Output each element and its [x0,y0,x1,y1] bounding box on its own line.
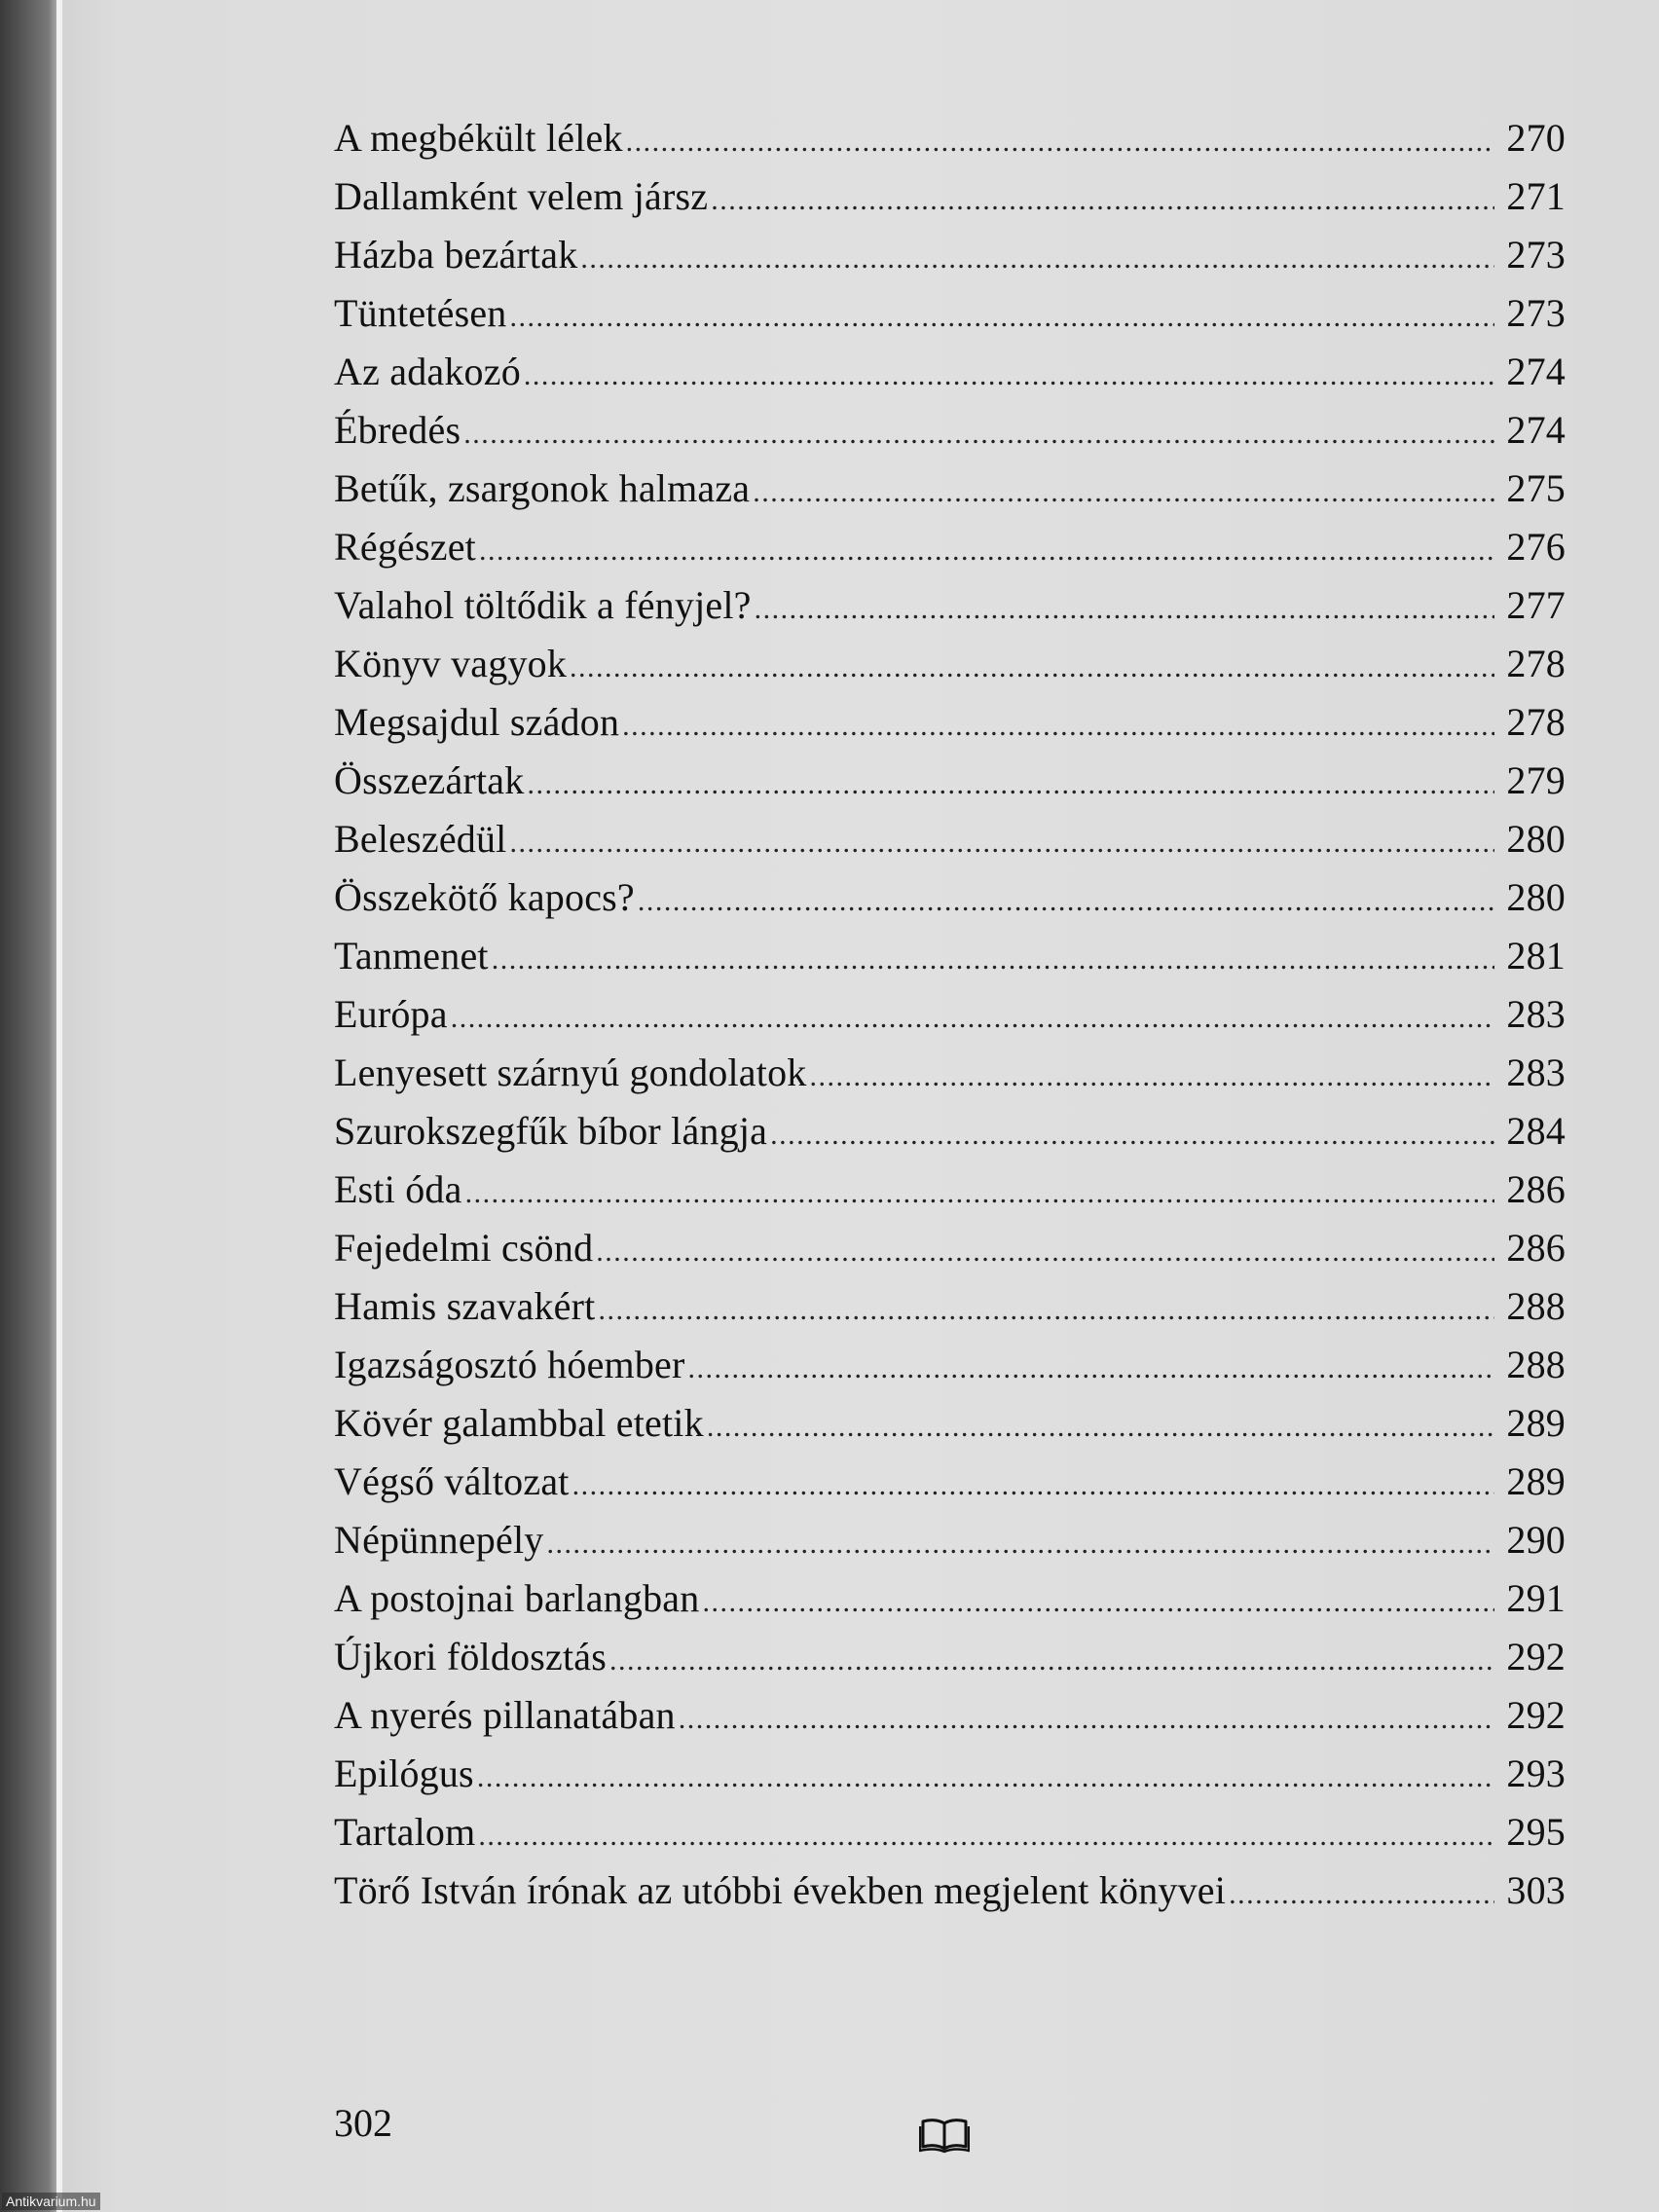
toc-entry-page: 289 [1506,1459,1566,1503]
toc-entry [334,868,1566,927]
dot-leader [753,463,1494,522]
toc-entry [334,1569,1566,1628]
toc-entry-title: Végső változat [334,1459,570,1503]
dot-leader [770,1106,1494,1164]
toc-entry-title: Könyv vagyok [334,642,568,685]
toc-entry [334,1453,1566,1511]
dot-leader [688,1340,1494,1398]
toc-entry-title: Népünnepély [334,1518,544,1562]
dot-leader [524,347,1494,405]
table-of-contents [334,109,1566,1920]
dot-leader [492,931,1494,989]
toc-entry-title: Beleszédül [334,817,507,861]
dot-leader [1229,1865,1494,1924]
toc-entry-page: 275 [1506,466,1566,510]
toc-entry [334,1219,1566,1277]
toc-entry [334,401,1566,460]
toc-entry-title: A postojnai barlangban [334,1576,700,1620]
toc-entry-page: 277 [1506,583,1566,627]
toc-entry-title: Európa [334,992,448,1036]
dot-leader [463,405,1494,463]
dot-leader [707,1398,1494,1456]
toc-entry-title: Kövér galambbal etetik [334,1401,704,1445]
toc-entry-title: A nyerés pillanatában [334,1693,676,1737]
dot-leader [622,697,1494,756]
toc-entry-page: 289 [1506,1401,1566,1445]
toc-entry-page: 278 [1506,642,1566,685]
toc-entry-title: Esti óda [334,1167,462,1211]
toc-entry-title: Törő István írónak az utóbbi években megjelent könyvei [334,1868,1227,1912]
toc-entry-page: 286 [1506,1226,1566,1270]
dot-leader [711,171,1494,230]
toc-entry-page: 293 [1506,1751,1566,1795]
toc-entry [334,109,1566,167]
toc-entry [334,343,1566,401]
dot-leader [626,113,1494,171]
toc-entry [334,927,1566,985]
dot-leader [755,580,1494,639]
dot-leader [596,1223,1494,1281]
toc-entry-page: 292 [1506,1635,1566,1678]
open-book-icon [919,2115,970,2154]
toc-entry [334,226,1566,284]
dot-leader [598,1281,1494,1340]
toc-entry [334,1745,1566,1803]
toc-entry-page: 280 [1506,817,1566,861]
dot-leader [510,288,1495,347]
toc-entry [334,752,1566,810]
toc-entry [334,1044,1566,1102]
toc-entry-title: Betűk, zsargonok halmaza [334,466,751,510]
toc-entry-title: Megsajdul szádon [334,700,620,744]
toc-entry-title: Lenyesett szárnyú gondolatok [334,1051,807,1094]
toc-entry-title: Az adakozó [334,350,521,393]
watermark: Antikvarium.hu [2,2193,100,2210]
toc-entry [334,167,1566,226]
toc-entry-title: Összezártak [334,758,525,802]
page-edge [56,0,62,2212]
dot-leader [570,639,1494,697]
toc-entry-page: 278 [1506,700,1566,744]
toc-entry [334,1161,1566,1219]
toc-entry-page: 295 [1506,1810,1566,1854]
toc-entry-page: 273 [1506,233,1566,276]
dot-leader [451,989,1494,1048]
toc-entry-page: 271 [1506,174,1566,218]
page-number: 302 [334,2101,392,2145]
toc-entry [334,1511,1566,1569]
toc-entry-title: Házba bezártak [334,233,578,276]
toc-entry-page: 288 [1506,1343,1566,1386]
toc-entry-page: 286 [1506,1167,1566,1211]
toc-entry-title: Régészet [334,525,476,569]
toc-entry-title: Összekötő kapocs? [334,875,635,919]
toc-entry-title: Epilógus [334,1751,474,1795]
toc-entry [334,460,1566,518]
toc-entry [334,1336,1566,1394]
dot-leader [479,522,1494,580]
toc-entry [334,1862,1566,1920]
toc-entry-title: Tanmenet [334,934,489,977]
toc-entry [334,1803,1566,1862]
toc-entry-page: 274 [1506,408,1566,452]
toc-entry-title: Szurokszegfűk bíbor lángja [334,1109,768,1153]
toc-entry-page: 274 [1506,350,1566,393]
dot-leader [478,1807,1494,1865]
dot-leader [477,1749,1494,1807]
toc-entry-page: 303 [1506,1868,1566,1912]
book-spine-shadow [0,0,56,2212]
toc-entry-page: 270 [1506,116,1566,160]
dot-leader [572,1456,1494,1515]
toc-entry-page: 279 [1506,758,1566,802]
toc-entry [334,1686,1566,1745]
toc-entry-page: 288 [1506,1284,1566,1328]
dot-leader [809,1048,1494,1106]
dot-leader [638,872,1494,931]
toc-entry-title: Hamis szavakért [334,1284,596,1328]
toc-entry-title: Dallamként velem jársz [334,174,709,218]
toc-entry-title: Igazságosztó hóember [334,1343,685,1386]
toc-entry-page: 291 [1506,1576,1566,1620]
toc-entry-title: Tartalom [334,1810,476,1854]
toc-entry [334,635,1566,693]
dot-leader [546,1515,1494,1573]
toc-entry-title: Valahol töltődik a fényjel? [334,583,752,627]
toc-entry [334,810,1566,868]
toc-entry [334,1394,1566,1453]
dot-leader [580,230,1494,288]
toc-entry-title: Tüntetésen [334,291,507,335]
dot-leader [527,756,1494,814]
toc-entry [334,693,1566,752]
toc-entry-page: 283 [1506,1051,1566,1094]
toc-entry-page: 290 [1506,1518,1566,1562]
toc-entry-page: 273 [1506,291,1566,335]
toc-entry [334,284,1566,343]
toc-entry [334,1628,1566,1686]
toc-entry-title: Ébredés [334,408,461,452]
toc-entry-page: 276 [1506,525,1566,569]
dot-leader [510,814,1495,872]
toc-entry-page: 284 [1506,1109,1566,1153]
toc-entry-page: 292 [1506,1693,1566,1737]
toc-entry-title: Fejedelmi csönd [334,1226,594,1270]
dot-leader [702,1573,1494,1632]
toc-entry [334,576,1566,635]
toc-entry [334,1277,1566,1336]
dot-leader [465,1164,1494,1223]
toc-entry-page: 280 [1506,875,1566,919]
toc-entry-title: A megbékült lélek [334,116,623,160]
toc-entry [334,1102,1566,1161]
toc-entry-page: 281 [1506,934,1566,977]
dot-leader [679,1690,1494,1749]
toc-entry [334,518,1566,576]
dot-leader [609,1632,1494,1690]
toc-entry-title: Újkori földosztás [334,1635,608,1678]
toc-entry-page: 283 [1506,992,1566,1036]
toc-entry [334,985,1566,1044]
